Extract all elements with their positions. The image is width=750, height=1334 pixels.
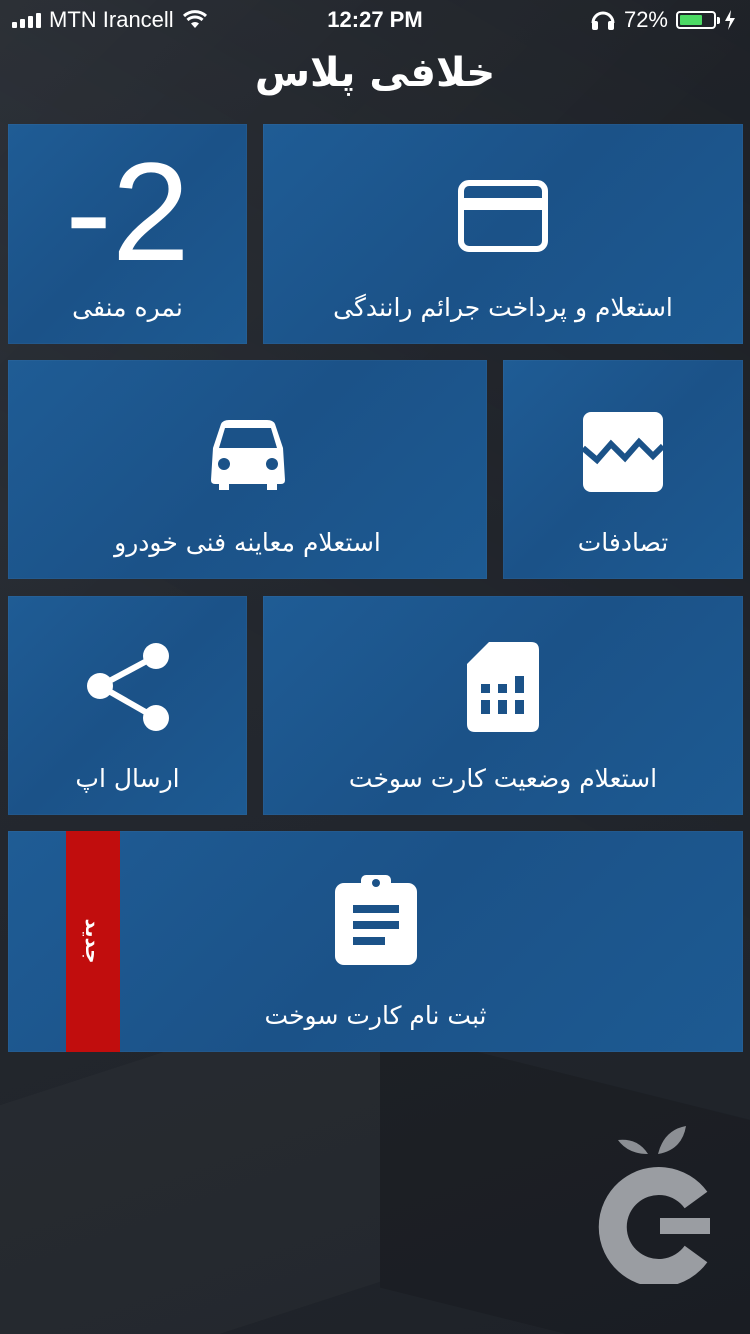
accidents-tile[interactable]	[503, 360, 743, 579]
vehicle-inspection-label: استعلام معاینه فنی خودرو	[114, 528, 381, 557]
credit-card-icon	[458, 180, 548, 252]
negative-points-value: -2	[65, 133, 190, 290]
traffic-fines-label: استعلام و پرداخت جرائم رانندگی	[333, 293, 673, 322]
negative-points-tile[interactable]	[8, 124, 247, 344]
fuel-card-register-label: ثبت نام کارت سوخت	[264, 1001, 487, 1030]
accidents-label: تصادفات	[577, 528, 669, 557]
battery-percent: 72%	[623, 7, 668, 32]
negative-points-label: نمره منفی	[72, 293, 183, 322]
new-badge-label: جدید	[81, 918, 105, 964]
status-right	[590, 7, 736, 33]
fuel-card-register-tile[interactable]	[8, 831, 743, 1052]
headphones-icon	[590, 9, 616, 31]
share-app-tile[interactable]	[8, 596, 247, 815]
clock: 12:27 PM	[327, 7, 423, 32]
app-title: خلافی پلاس	[254, 50, 496, 96]
traffic-fines-tile[interactable]	[263, 124, 743, 344]
battery-icon	[676, 11, 716, 29]
vehicle-inspection-tile[interactable]	[8, 360, 487, 579]
charging-icon	[724, 10, 736, 30]
share-app-label: ارسال اپ	[75, 764, 180, 793]
broken-image-icon	[583, 412, 663, 492]
clipboard-icon	[335, 875, 417, 965]
fuel-card-status-tile[interactable]	[263, 596, 743, 815]
status-bar	[0, 0, 750, 40]
fuel-card-status-label: استعلام وضعیت کارت سوخت	[348, 764, 658, 793]
battery-level	[680, 15, 702, 25]
watermark-logo	[598, 1124, 714, 1284]
sim-card-icon	[467, 642, 539, 732]
carrier-name: MTN Irancell	[49, 7, 174, 32]
car-icon	[207, 418, 289, 492]
share-icon	[86, 642, 170, 732]
